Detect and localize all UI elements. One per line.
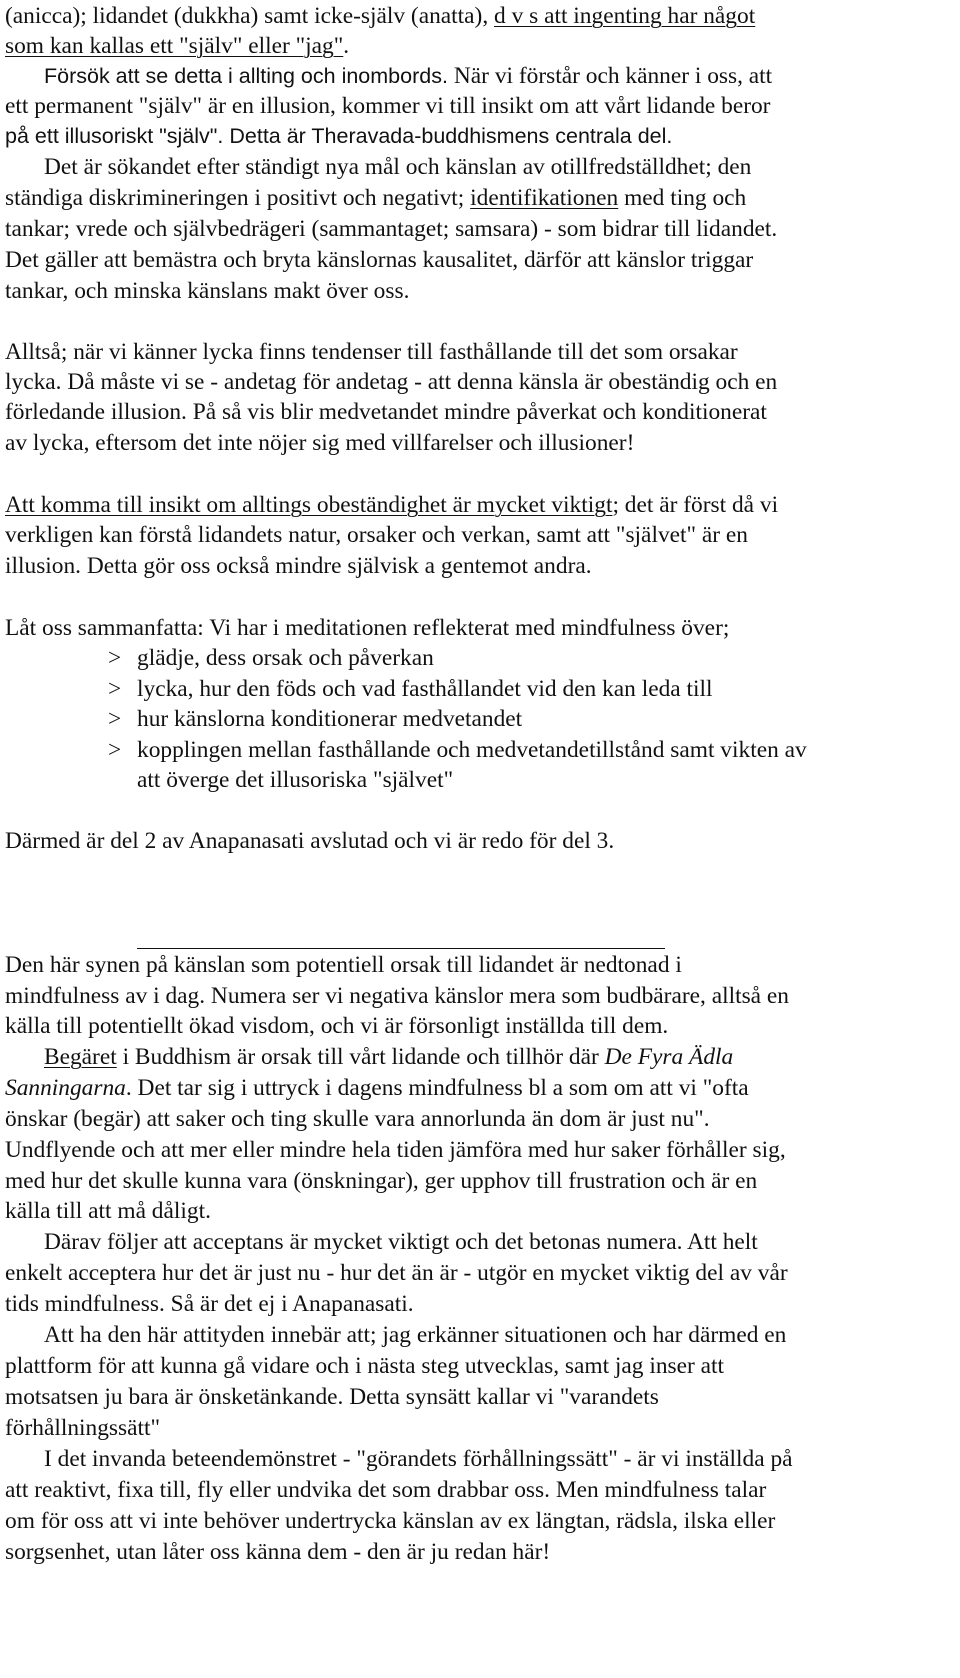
text-line: enkelt acceptera hur det är just nu - hur det än är - utgör en mycket viktig del av vår <box>5 1260 788 1286</box>
text-line: Det gäller att bemästra och bryta känslornas kausalitet, därför att känslor triggar <box>5 247 754 273</box>
text-line: illusion. Detta gör oss också mindre självisk a gentemot andra. <box>5 553 592 579</box>
underlined-text: som kan kallas ett "själv" eller "jag" <box>5 33 344 59</box>
text-line <box>5 1 755 32</box>
text-span: . <box>343 33 350 59</box>
text-span: Försök att se detta i allting och inombords. <box>44 64 454 88</box>
italic-text: Sanningarna <box>5 1075 126 1101</box>
text-line: Låt oss sammanfatta: Vi har i meditationen reflekterat med mindfulness över; <box>5 615 730 641</box>
list-item: glädje, dess orsak och påverkan <box>137 645 434 671</box>
text-line: Alltså; när vi känner lycka finns tendenser till fasthållande till det som orsakar <box>5 339 738 365</box>
text-line: ett permanent "själv" är en illusion, kommer vi till insikt om att vårt lidande beror <box>5 93 771 119</box>
text-line: förledande illusion. På så vis blir medvetandet mindre påverkat och konditionerat <box>5 399 767 425</box>
text-line: plattform för att kunna gå vidare och i nästa steg utvecklas, samt jag inser att <box>5 1353 725 1379</box>
text-line: lycka. Då måste vi se - andetag för andetag - att denna känsla är obeständig och en <box>5 369 778 395</box>
text-span: i Buddhism är orsak till vårt lidande och tillhör där <box>116 1044 605 1070</box>
text-line <box>44 1042 733 1073</box>
text-span: ; det är först då vi <box>612 492 779 518</box>
text-line <box>5 490 778 521</box>
text-line: tankar; vrede och självbedrägeri (sammantaget; samsara) - som bidrar till lidandet. <box>5 216 778 242</box>
list-item: hur känslorna konditionerar medvetandet <box>137 706 523 732</box>
text-line: tids mindfulness. Så är det ej i Anapanasati. <box>5 1291 414 1317</box>
underlined-text: d v s att ingenting har något <box>494 3 756 29</box>
text-line <box>44 61 772 92</box>
text-line: Därmed är del 2 av Anapanasati avslutad och vi är redo för del 3. <box>5 828 615 854</box>
bullet-marker: > <box>108 737 122 763</box>
text-line: mindfulness av i dag. Numera ser vi negativa känslor mera som budbärare, alltså en <box>5 983 789 1009</box>
text-span: (anicca); lidandet (dukkha) samt icke-själv (anatta), <box>5 3 495 29</box>
text-line: av lycka, eftersom det inte nöjer sig med villfarelser och illusioner! <box>5 430 635 456</box>
text-line: önskar (begär) att saker och ting skulle vara annorlunda än dom är just nu". <box>5 1106 710 1132</box>
bullet-marker: > <box>108 676 122 702</box>
text-line: på ett illusoriskt "själv". Detta är Theravada-buddhismens centrala del. <box>5 124 673 148</box>
text-line: källa till att må dåligt. <box>5 1198 211 1224</box>
text-line: Undflyende och att mer eller mindre hela tiden jämföra med hur saker förhåller sig, <box>5 1137 786 1163</box>
underlined-text: Att komma till insikt om alltings obeständighet är mycket viktigt <box>5 492 613 518</box>
italic-text: De Fyra Ädla <box>604 1044 734 1070</box>
underlined-text: Begäret <box>44 1044 117 1070</box>
text-line: om för oss att vi inte behöver undertrycka känslan av ex längtan, rädsla, ilska eller <box>5 1508 776 1534</box>
list-item-continuation: att överge det illusoriska "självet" <box>137 767 454 793</box>
text-line: motsatsen ju bara är önsketänkande. Detta synsätt kallar vi "varandets <box>5 1384 659 1410</box>
text-span: När vi förstår och känner i oss, att <box>453 63 773 89</box>
text-span: med ting och <box>618 185 747 211</box>
text-line <box>5 31 349 62</box>
text-line: Därav följer att acceptans är mycket viktigt och det betonas numera. Att helt <box>44 1229 758 1255</box>
bullet-marker: > <box>108 645 122 671</box>
list-item: lycka, hur den föds och vad fasthållandet vid den kan leda till <box>137 676 713 702</box>
text-line: med hur det skulle kunna vara (önskningar), ger upphov till frustration och är en <box>5 1168 758 1194</box>
text-line: sorgsenhet, utan låter oss känna dem - den är ju redan här! <box>5 1539 551 1565</box>
text-line: tankar, och minska känslans makt över oss. <box>5 278 410 304</box>
text-line: förhållningssätt" <box>5 1415 161 1441</box>
text-line: verkligen kan förstå lidandets natur, orsaker och verkan, samt att "självet" är en <box>5 522 749 548</box>
text-line: Den här synen på känslan som potentiell orsak till lidandet är nedtonad i <box>5 952 682 978</box>
bullet-marker: > <box>108 706 122 732</box>
text-line <box>5 183 746 214</box>
text-line: Det är sökandet efter ständigt nya mål och känslan av otillfredställdhet; den <box>44 154 752 180</box>
section-divider <box>137 948 665 949</box>
text-line: källa till potentiellt ökad visdom, och vi är försonligt inställda till dem. <box>5 1013 669 1039</box>
underlined-text: identifikationen <box>470 185 619 211</box>
text-span: ständiga diskrimineringen i positivt och negativt; <box>5 185 471 211</box>
text-line: att reaktivt, fixa till, fly eller undvika det som drabbar oss. Men mindfulness talar <box>5 1477 767 1503</box>
text-span: . Det tar sig i uttryck i dagens mindfulness bl a som om att vi "ofta <box>125 1075 749 1101</box>
text-line: Att ha den här attityden innebär att; jag erkänner situationen och har därmed en <box>44 1322 787 1348</box>
list-item: kopplingen mellan fasthållande och medvetandetillstånd samt vikten av <box>137 737 807 763</box>
text-line <box>5 1073 749 1104</box>
text-line: I det invanda beteendemönstret - "görandets förhållningssätt" - är vi inställda på <box>44 1446 793 1472</box>
